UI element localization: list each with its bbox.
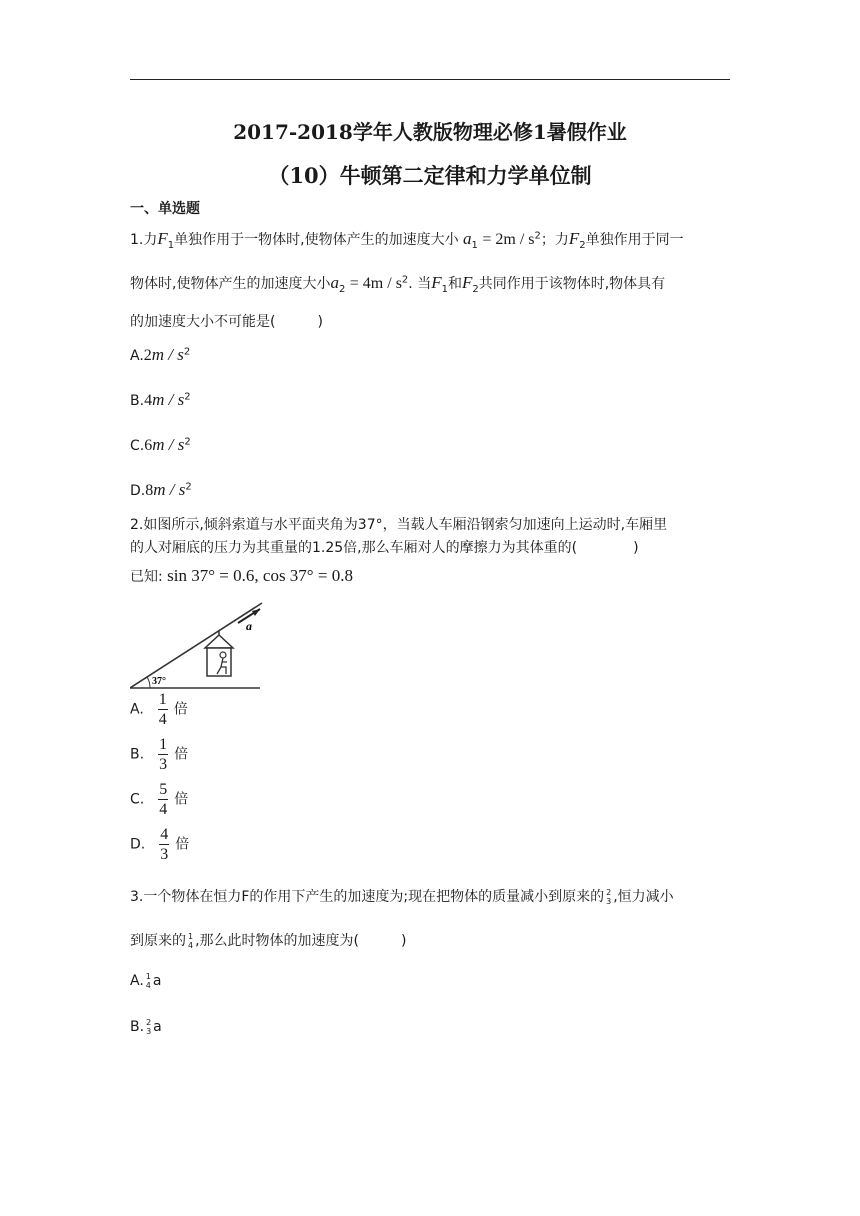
- q2-line-2: 的人对厢底的压力为其重量的1.25倍,那么车厢对人的摩擦力为其体重的( ): [130, 540, 639, 556]
- q2-given: 已知: sin 37° = 0.6, cos 37° = 0.8: [130, 566, 353, 585]
- q1-line-2: 物体时,使物体产生的加速度大小$a_2 = 4m / s^2$. 当$F_1$和$F_2$共同作用于该物体时,物体具有: [130, 273, 666, 295]
- header-rule: [130, 79, 730, 80]
- q3-line-1: 3.一个物体在恒力F的作用下产生的加速度为;现在把物体的质量减小到原来的 2 3 ,恒力减小: [130, 888, 674, 906]
- accel-arrowhead: [252, 609, 260, 616]
- doc-title: 2017-2018学年人教版物理必修1暑假作业: [233, 120, 627, 144]
- cable-car-diagram: [130, 600, 265, 692]
- angle-label: 37°: [152, 676, 166, 687]
- q2-line-1: 2.如图所示,倾斜索道与水平面夹角为37°，当载人车厢沿钢索匀加速向上运动时,车厢里: [130, 517, 668, 533]
- q1-option-b[interactable]: $B.4m / s^2$: [130, 390, 191, 409]
- q2-option-b[interactable]: B. $\frac{1}{3}$ 倍: [130, 736, 189, 773]
- q1-option-a[interactable]: $A.2m / s^2$: [130, 345, 191, 364]
- section-heading: 一、单选题: [130, 201, 200, 217]
- q2-option-d[interactable]: D. $\frac{4}{3}$ 倍: [130, 826, 190, 863]
- q1-option-d[interactable]: $D.8m / s^2$: [130, 480, 192, 499]
- doc-subtitle: （10）牛顿第二定律和力学单位制: [268, 163, 592, 188]
- angle-arc: [147, 677, 150, 688]
- q1-line-3: 的加速度大小不可能是( ): [130, 314, 323, 330]
- q2-option-a[interactable]: A. $\frac{1}{4}$ 倍: [130, 691, 188, 728]
- cable-line: [130, 603, 262, 688]
- q3-option-a[interactable]: A. 1 4 a: [130, 972, 162, 990]
- q1-option-c[interactable]: $C.6m / s^2$: [130, 435, 191, 454]
- q3-option-b[interactable]: B. 2 3 a: [130, 1018, 162, 1036]
- q1-line-1: 1.力$F_1$单独作用于一物体时,使物体产生的加速度大小 $a_1 = 2m / s^2$；力$F_2$单独作用于同一: [130, 229, 684, 251]
- accel-label: a: [246, 619, 252, 633]
- q3-line-2: 到原来的 1 4 ,那么此时物体的加速度为( ): [130, 932, 407, 950]
- q2-option-c[interactable]: C. $\frac{5}{4}$ 倍: [130, 781, 189, 818]
